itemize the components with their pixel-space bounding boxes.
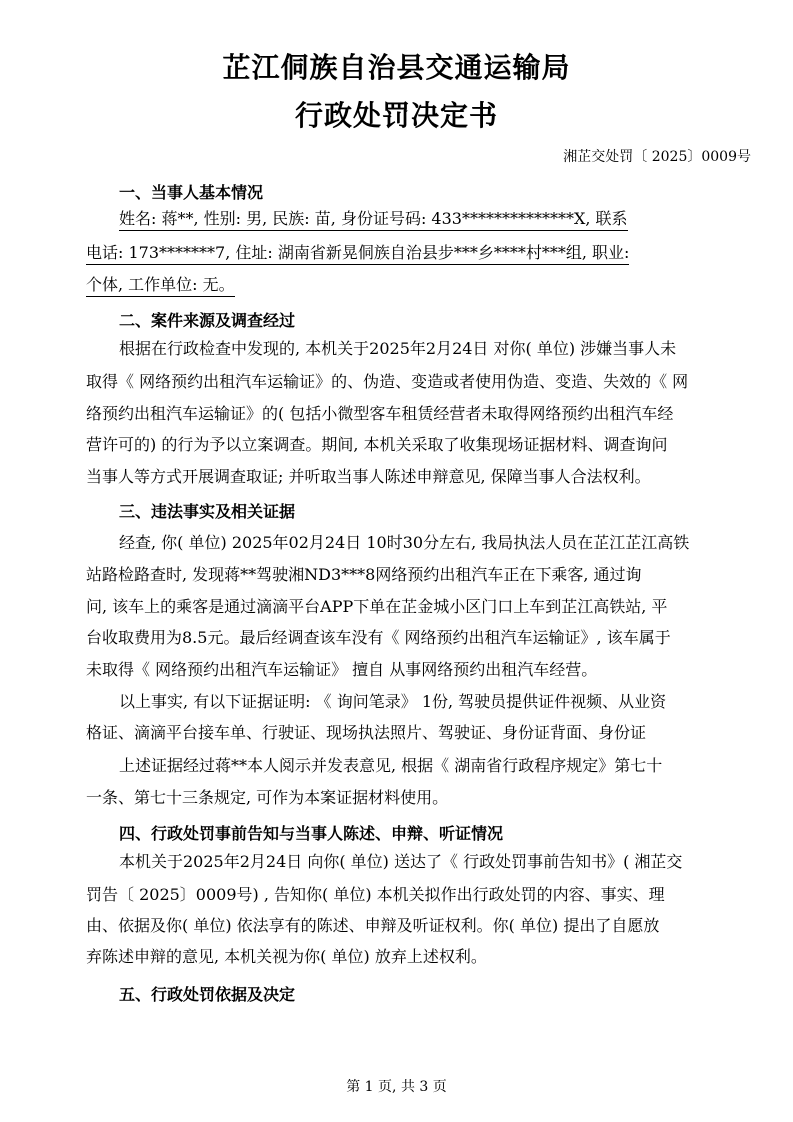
- s2-line-1: 根据在行政检查中发现的, 本机关于2025年2月24日 对你( 单位) 涉嫌当事人未: [119, 339, 677, 358]
- s3-line-7: 格证、滴滴平台接车单、行驶证、现场执法照片、驾驶证、身份证背面、身份证: [86, 723, 647, 742]
- s3-line-9: 一条、第七十三条规定, 可作为本案证据材料使用。: [86, 788, 449, 807]
- document-number: 湘芷交处罚〔 2025〕0009号: [563, 149, 751, 165]
- s2-line-4: 营许可的) 的行为予以立案调查。期间, 本机关采取了收集现场证据材料、调查询问: [86, 435, 668, 454]
- s3-line-4: 台收取费用为8.5元。最后经调查该车没有《 网络预约出租汽车运输证》, 该车属于: [86, 628, 671, 647]
- s2-line-2: 取得《 网络预约出租汽车运输证》的、伪造、变造或者使用伪造、变造、失效的《 网: [86, 372, 689, 391]
- s4-line-1: 本机关于2025年2月24日 向你( 单位) 送达了《 行政处罚事前告知书》( 湘芷交: [119, 852, 683, 871]
- title-line-2: 行政处罚决定书: [294, 99, 498, 132]
- section-1-heading: 一、当事人基本情况: [119, 183, 264, 202]
- s4-line-2: 罚告〔 2025〕0009号) , 告知你( 单位) 本机关拟作出行政处罚的内容、事实、理: [86, 885, 665, 904]
- title-line-1: 芷江侗族自治县交通运输局: [222, 51, 571, 84]
- s4-line-4: 弃陈述申辩的意见, 本机关视为你( 单位) 放弃上述权利。: [86, 947, 487, 966]
- s3-line-6: 以上事实, 有以下证据证明: 《 询问笔录》 1份, 驾驶员提供证件视频、从业资: [119, 692, 667, 711]
- s3-line-5: 未取得《 网络预约出租汽车运输证》 擅自 从事网络预约出租汽车经营。: [86, 660, 598, 679]
- section-5-heading: 五、行政处罚依据及决定: [119, 985, 296, 1004]
- section-4-heading: 四、行政处罚事前告知与当事人陈述、申辩、听证情况: [119, 824, 504, 843]
- s2-line-3: 络预约出租汽车运输证》的( 包括小微型客车租赁经营者未取得网络预约出租汽车经: [86, 404, 674, 423]
- s3-line-2: 站路检路查时, 发现蒋**驾驶湘ND3***8网络预约出租汽车正在下乘客, 通过询: [86, 565, 642, 584]
- s3-line-1: 经查, 你( 单位) 2025年02月24日 10时30分左右, 我局执法人员在芷江芷江高铁: [119, 533, 690, 552]
- page-footer: 第 1 页, 共 3 页: [346, 1079, 447, 1095]
- s2-line-5: 当事人等方式开展调查取证; 并听取当事人陈述申辩意见, 保障当事人合法权利。: [86, 467, 651, 486]
- s3-line-8: 上述证据经过蒋**本人阅示并发表意见, 根据《 湖南省行政程序规定》第七十: [119, 756, 663, 775]
- section-3-heading: 三、违法事实及相关证据: [119, 502, 296, 521]
- s1-line-1: 姓名: 蒋**, 性别: 男, 民族: 苗, 身份证号码: 433**************X, 联系: [119, 208, 628, 231]
- section-2-heading: 二、案件来源及调查经过: [119, 311, 296, 330]
- s1-line-3: 个体, 工作单位: 无。: [86, 274, 235, 297]
- s3-line-3: 问, 该车上的乘客是通过滴滴平台APP下单在芷金城小区门口上车到芷江高铁站, 平: [86, 597, 668, 616]
- s1-line-2: 电话: 173*******7, 住址: 湖南省新晃侗族自治县步***乡****村***组, 职业:: [86, 242, 629, 265]
- s4-line-3: 由、依据及你( 单位) 依法享有的陈述、申辩及听证权利。你( 单位) 提出了自愿放: [86, 916, 660, 935]
